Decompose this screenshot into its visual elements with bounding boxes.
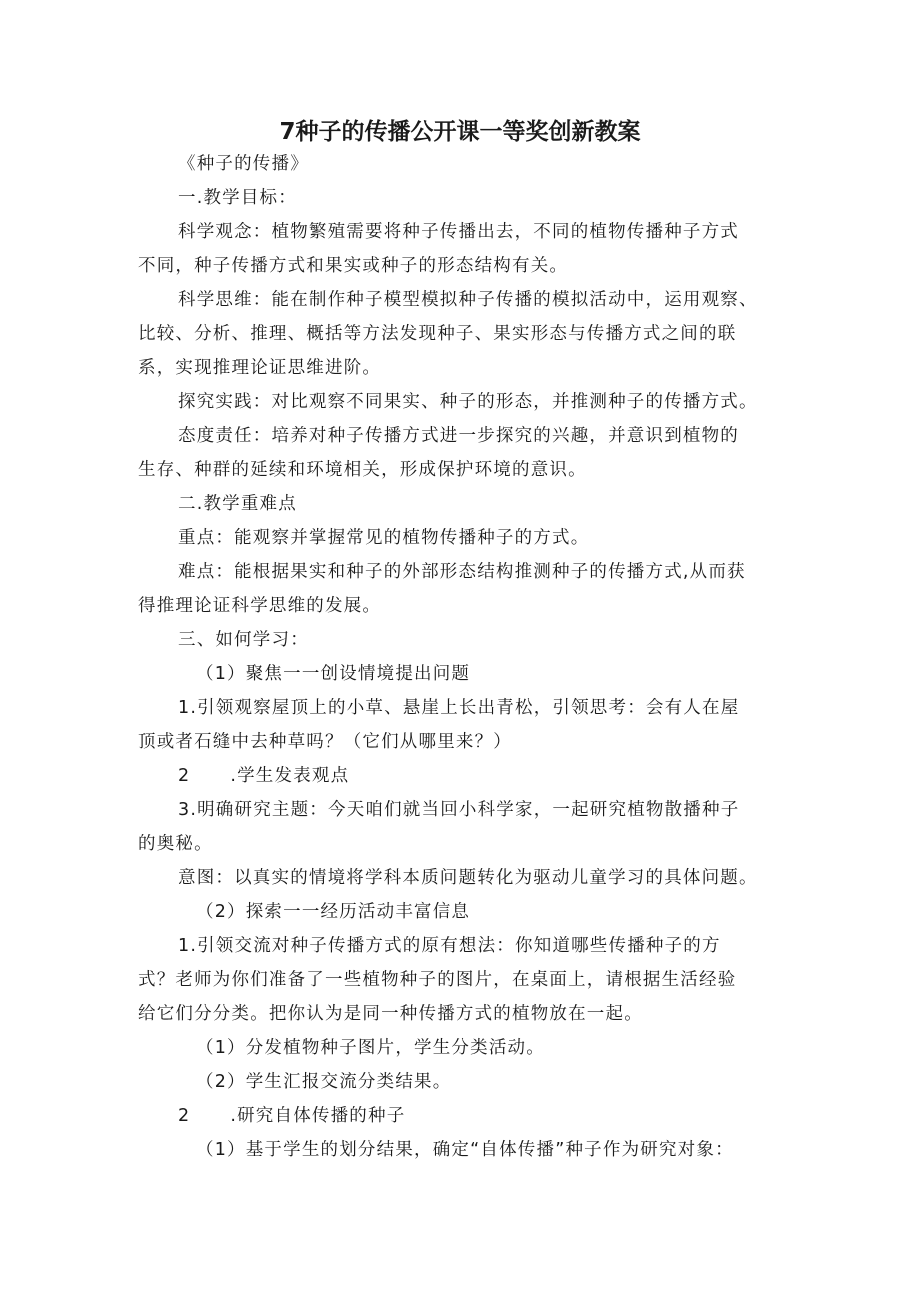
paragraph-line: （1）基于学生的划分结果，确定“自体传播”种子作为研究对象： bbox=[196, 1140, 734, 1160]
paragraph-line: 1.引领交流对种子传播方式的原有想法：你知道哪些传播种子的方 bbox=[178, 936, 721, 956]
paragraph-line: 不同，种子传播方式和果实或种子的形态结构有关。 bbox=[138, 256, 569, 276]
subheading-focus: （1）聚焦一一创设情境提出问题 bbox=[196, 664, 471, 684]
lesson-name: 《种子的传播》 bbox=[178, 154, 309, 174]
paragraph-line: 的奥秘。 bbox=[138, 834, 213, 854]
section-heading-key-points: 二.教学重难点 bbox=[178, 494, 297, 514]
paragraph-line: （1）分发植物种子图片，学生分类活动。 bbox=[196, 1038, 545, 1058]
paragraph-line: 得推理论证科学思维的发展。 bbox=[138, 596, 382, 616]
document-title: 7种子的传播公开课一等奖创新教案 bbox=[279, 119, 641, 145]
item-text: .研究自体传播的种子 bbox=[230, 1106, 406, 1126]
numbered-item bbox=[178, 764, 349, 788]
item-number: 2 bbox=[178, 1106, 191, 1126]
paragraph-line: 生存、种群的延续和环境相关，形成保护环境的意识。 bbox=[138, 460, 587, 480]
paragraph-line: 科学观念：植物繁殖需要将种子传播出去，不同的植物传播种子方式 bbox=[178, 222, 739, 242]
paragraph-line: 难点：能根据果实和种子的外部形态结构推测种子的传播方式,从而获 bbox=[178, 562, 746, 582]
paragraph-line: 式？老师为你们准备了一些植物种子的图片，在桌面上，请根据生活经验 bbox=[138, 970, 737, 990]
paragraph-line: （2）学生汇报交流分类结果。 bbox=[196, 1072, 452, 1092]
paragraph-line: 系，实现推理论证思维进阶。 bbox=[138, 358, 382, 378]
section-heading-objectives: 一.教学目标： bbox=[178, 188, 297, 208]
paragraph-line: 探究实践：对比观察不同果实、种子的形态，并推测种子的传播方式。 bbox=[178, 392, 758, 412]
paragraph-line: 给它们分分类。把你认为是同一种传播方式的植物放在一起。 bbox=[138, 1004, 643, 1024]
paragraph-line: 3.明确研究主题：今天咱们就当回小科学家，一起研究植物散播种子 bbox=[178, 800, 740, 820]
paragraph-line: 态度责任：培养对种子传播方式进一步探究的兴趣，并意识到植物的 bbox=[178, 426, 739, 446]
paragraph-line: 科学思维：能在制作种子模型模拟种子传播的模拟活动中，运用观察、 bbox=[178, 290, 758, 310]
item-number: 2 bbox=[178, 766, 191, 786]
numbered-item bbox=[178, 1104, 405, 1128]
paragraph-line: 比较、分析、推理、概括等方法发现种子、果实形态与传播方式之间的联 bbox=[138, 324, 737, 344]
paragraph-line: 重点：能观察并掌握常见的植物传播种子的方式。 bbox=[178, 528, 590, 548]
paragraph-line: 意图：以真实的情境将学科本质问题转化为驱动儿童学习的具体问题。 bbox=[178, 868, 758, 888]
paragraph-line: 1.引领观察屋顶上的小草、悬崖上长出青松，引领思考：会有人在屋 bbox=[178, 698, 740, 718]
section-heading-how-to-learn: 三、如何学习： bbox=[178, 630, 309, 650]
paragraph-line: 顶或者石缝中去种草吗？（它们从哪里来？） bbox=[138, 732, 512, 752]
subheading-explore: （2）探索一一经历活动丰富信息 bbox=[196, 902, 471, 922]
item-text: .学生发表观点 bbox=[230, 766, 350, 786]
